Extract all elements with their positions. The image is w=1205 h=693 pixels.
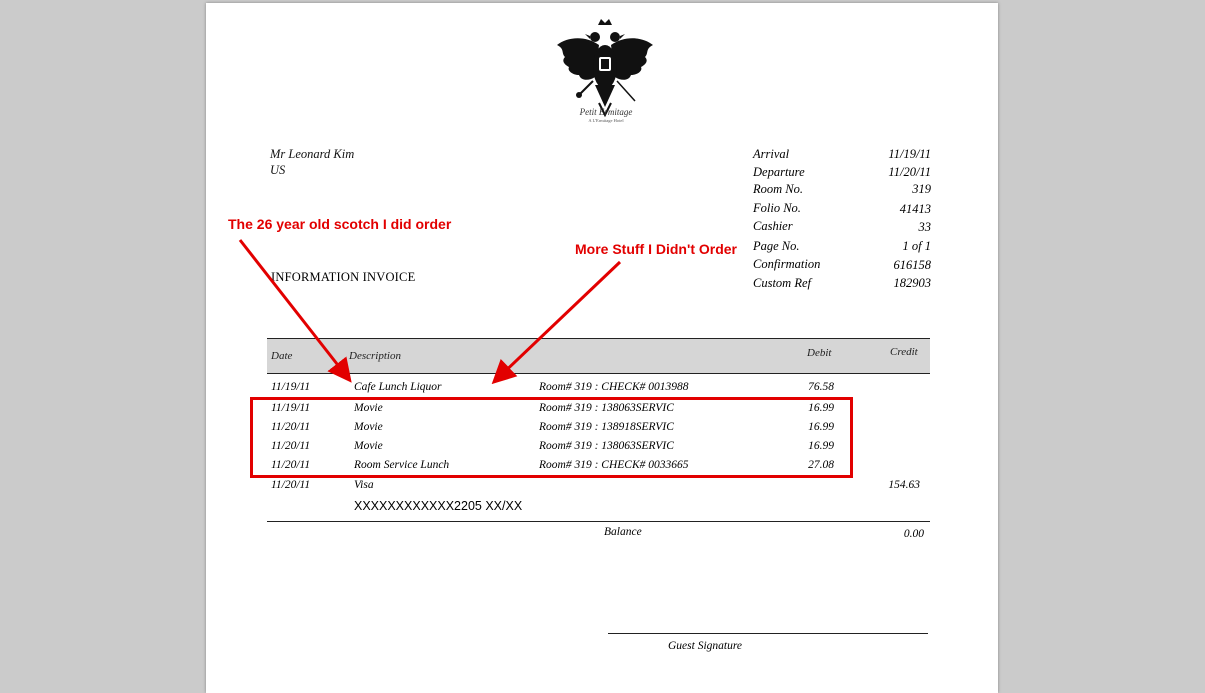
row-debit: 16.99	[808, 440, 834, 452]
row-date: 11/20/11	[271, 440, 311, 452]
row-credit: 154.63	[888, 479, 920, 491]
header-credit: Credit	[890, 346, 918, 358]
row-ref: Room# 319 : 138063SERVIC	[539, 402, 674, 414]
departure-value: 11/20/11	[888, 165, 931, 179]
arrow-to-liquor	[240, 240, 348, 378]
annotation-scotch: The 26 year old scotch I did order	[228, 216, 452, 232]
row-description: Room Service Lunch	[354, 459, 450, 471]
document-title: INFORMATION INVOICE	[271, 270, 416, 284]
row-debit: 76.58	[808, 381, 834, 393]
header-date: Date	[271, 350, 293, 362]
row-debit: 16.99	[808, 421, 834, 433]
guest-country: US	[270, 163, 286, 177]
page-no-value: 1 of 1	[902, 239, 931, 253]
page-no-label: Page No.	[753, 239, 800, 253]
row-date: 11/20/11	[271, 479, 311, 491]
hotel-subtitle: A L'Ermitage Hotel	[588, 118, 624, 123]
folio-no-label: Folio No.	[753, 201, 801, 215]
arrow-to-movie-charges	[496, 262, 620, 380]
row-description: Movie	[354, 402, 383, 414]
row-ref: Room# 319 : CHECK# 0013988	[539, 381, 689, 393]
cashier-label: Cashier	[753, 219, 793, 233]
folio-no-value: 41413	[899, 202, 931, 216]
arrival-value: 11/19/11	[888, 147, 931, 161]
row-description: Movie	[354, 440, 383, 452]
annotation-more-stuff: More Stuff I Didn't Order	[575, 241, 737, 257]
confirmation-value: 616158	[893, 258, 931, 272]
row-ref: Room# 319 : 138063SERVIC	[539, 440, 674, 452]
row-debit: 16.99	[808, 402, 834, 414]
confirmation-label: Confirmation	[753, 257, 821, 271]
row-description: Visa	[354, 479, 374, 491]
row-ref: Room# 319 : CHECK# 0033665	[539, 459, 689, 471]
card-number: XXXXXXXXXXXX2205 XX/XX	[354, 499, 523, 513]
row-date: 11/19/11	[271, 402, 311, 414]
cashier-value: 33	[918, 220, 931, 234]
header-debit: Debit	[807, 347, 832, 359]
arrival-label: Arrival	[753, 147, 790, 161]
signature-label: Guest Signature	[668, 640, 742, 652]
balance-value: 0.00	[903, 528, 924, 540]
row-date: 11/20/11	[271, 459, 311, 471]
header-description: Description	[349, 350, 401, 362]
guest-name: Mr Leonard Kim	[270, 147, 355, 161]
custom-ref-value: 182903	[893, 276, 931, 290]
row-description: Movie	[354, 421, 383, 433]
room-no-label: Room No.	[753, 182, 803, 196]
row-date: 11/19/11	[271, 381, 311, 393]
row-date: 11/20/11	[271, 421, 311, 433]
row-description: Cafe Lunch Liquor	[354, 381, 442, 393]
room-no-value: 319	[912, 182, 931, 196]
row-debit: 27.08	[808, 459, 834, 471]
row-ref: Room# 319 : 138918SERVIC	[539, 421, 674, 433]
balance-label: Balance	[604, 526, 642, 538]
departure-label: Departure	[753, 165, 805, 179]
custom-ref-label: Custom Ref	[753, 276, 811, 290]
hotel-name: Petit Ermitage	[579, 107, 633, 117]
